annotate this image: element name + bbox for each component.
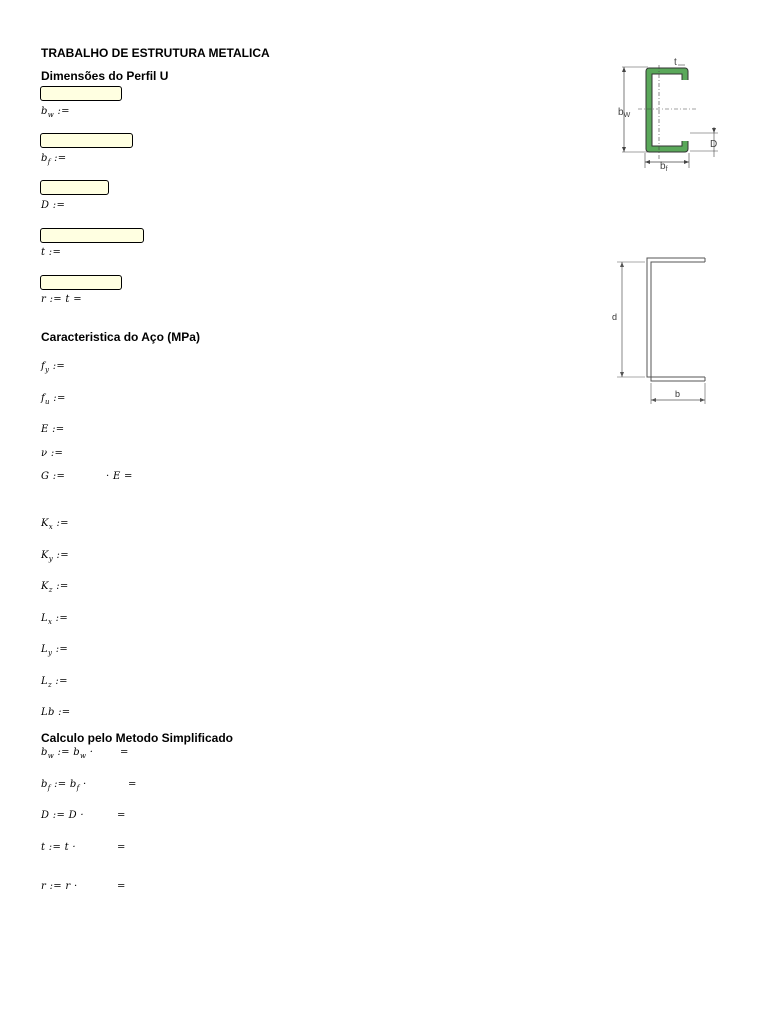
def-fy: $f_y$ := <box>41 361 66 374</box>
calc-D-eq: = <box>117 810 126 821</box>
input-box-D[interactable] <box>40 180 109 195</box>
profile-fill <box>649 71 685 149</box>
section-steel-heading: Caracteristica do Aço (MPa) <box>41 330 200 344</box>
D-label: D <box>710 139 718 150</box>
b-label: b <box>675 389 681 399</box>
def-Kz: $K_z$ := <box>41 581 69 594</box>
calc-t-eq: = <box>117 842 126 853</box>
def-bf: $b_f$ := <box>41 153 67 166</box>
t-label: t <box>674 57 677 68</box>
def-fu: $f_u$ := <box>41 393 66 406</box>
calc-bf: $b_f$ := $b_f$ · <box>41 779 87 792</box>
def-Kx: $K_x$ := <box>41 518 69 531</box>
profile-outline <box>649 71 685 149</box>
calc-D: D := D · <box>41 810 84 821</box>
def-G-tail: · E = <box>106 471 133 482</box>
def-Ky: $K_y$ := <box>41 550 69 563</box>
def-r: r := t = <box>41 294 82 305</box>
input-box-bf[interactable] <box>40 133 133 148</box>
def-D: D := <box>41 200 66 211</box>
d-label: d <box>612 312 618 322</box>
def-nu: ν := <box>41 448 64 459</box>
bw-label: $b_W$ <box>618 107 631 119</box>
input-box-bw[interactable] <box>40 86 122 101</box>
calc-bw-eq: = <box>120 747 129 758</box>
calc-r: r := r · <box>41 881 78 892</box>
profile-outer <box>647 258 705 377</box>
def-E: E := <box>41 424 65 435</box>
page-title: TRABALHO DE ESTRUTURA METALICA <box>41 46 270 60</box>
def-Lb: Lb := <box>41 707 71 718</box>
plain-channel-figure <box>605 250 715 410</box>
section-calc-heading: Calculo pelo Metodo Simplificado <box>41 731 234 745</box>
calc-t: t := t · <box>41 842 76 853</box>
def-G: G := <box>41 471 66 482</box>
def-t: t := <box>41 247 62 258</box>
input-box-r[interactable] <box>40 275 122 290</box>
lipped-channel-figure <box>610 55 725 175</box>
def-bw: $b_w$ := <box>41 106 70 119</box>
calc-bw: $b_w$ := $b_w$ · <box>41 747 94 760</box>
calc-bf-eq: = <box>128 779 137 790</box>
input-box-t[interactable] <box>40 228 144 243</box>
section-dimensions-heading: Dimensões do Perfil U <box>41 69 169 83</box>
def-Lx: $L_x$ := <box>41 613 69 626</box>
bf-label: $b_f$ <box>660 161 668 173</box>
def-Lz: $L_z$ := <box>41 676 68 689</box>
profile-inner <box>651 262 705 381</box>
calc-r-eq: = <box>117 881 126 892</box>
def-Ly: $L_y$ := <box>41 644 69 657</box>
